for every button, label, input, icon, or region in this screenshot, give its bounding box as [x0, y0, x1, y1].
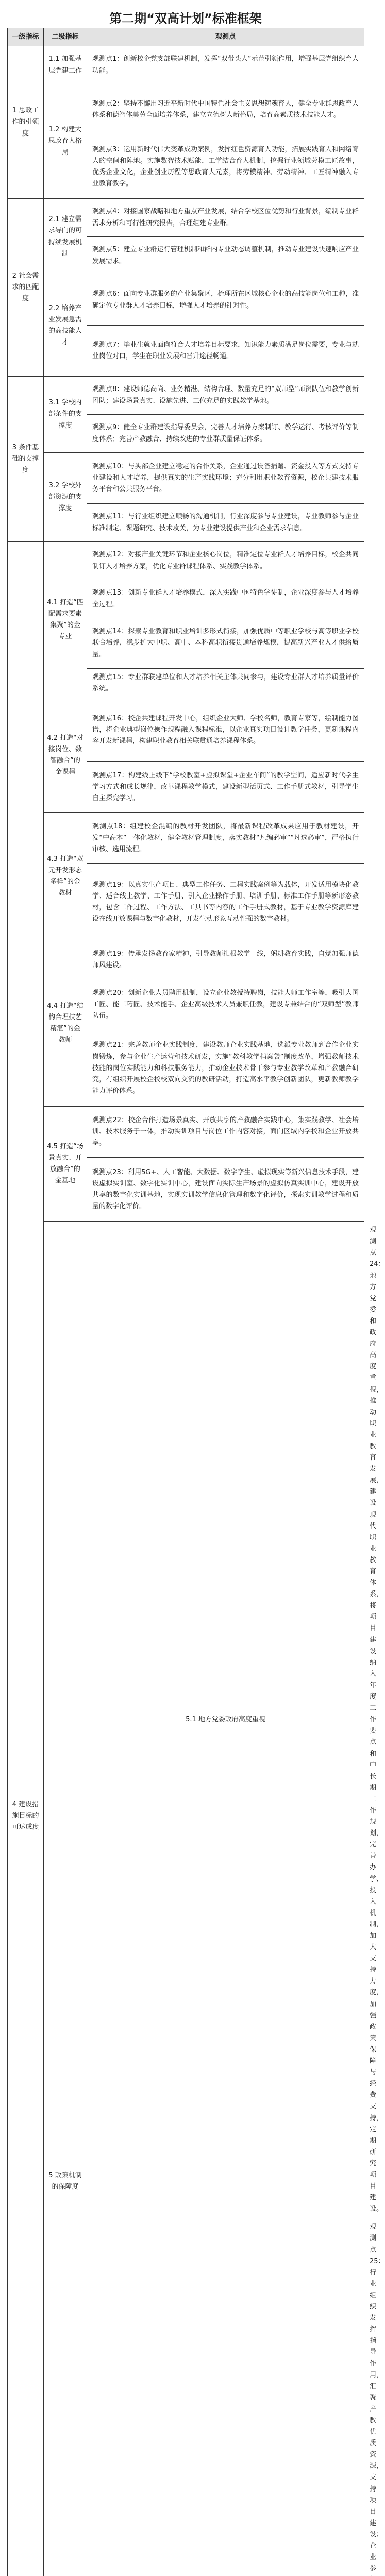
- table-row: [8, 377, 364, 415]
- observation-point: 观测点7：毕业生就业面向符合人才培养目标要求，知识能力素质满足岗位需要，专业与就业岗位对口，学生在职业发展和晋升途径畅通。: [87, 326, 364, 377]
- observation-point: 观测点4：对接国家战略和地方重点产业发展，结合学校区位优势和行业背景，编制专业群需求分析和可行性研究报告，合理组建专业群。: [87, 199, 364, 237]
- observation-point: 观测点19：以真实生产项目、典型工作任务、工程实践案例等为载体，开发适用模块化教学、适合线上教学、工作手册、引入企业操作手册、培训手册、标准工作手册等新形态教材，包含工作过程、工作方法、工具书等内容的工作手册式教材，基于专业教学资源库建设在线开放课程与数字化教材，开发生动形象互动性强的数字教材。: [87, 864, 364, 940]
- observation-point: 观测点16：校企共建课程开发中心，组织企业大师、学校名师，教育专家等，绘制能力图谱，将企业典型岗位操作规程融入课程标准，以企业真实项目设计教学任务，更新课程内容开发新课程，构建职业教育相关联贯通培养课程体系。: [87, 698, 364, 762]
- header-level1: 一级指标: [8, 28, 44, 46]
- table-row: [8, 275, 364, 326]
- table-row: [8, 1107, 364, 1158]
- level1-indicator: 3 条件基础的支撑度: [8, 377, 44, 542]
- header-points: 观测点: [87, 28, 364, 46]
- observation-point: 观测点13：创新专业群人才培养模式，深入实践中国特色学徒制，企业深度参与人才培养全过程。: [87, 580, 364, 618]
- level2-indicator: 3.2 学校外部资源的支撑度: [44, 453, 87, 542]
- observation-point: 观测点20：创新企业人员聘用机制，设立企业教授特聘岗，技能大师工作室等，吸引大国工匠、能工巧匠、技术能手、企业高级技术人员兼职任教，建设专兼结合的“双师型”教师队伍。: [87, 979, 364, 1030]
- level2-indicator: 1.2 构建大思政育人格局: [44, 84, 87, 199]
- level2-indicator: 4.4 打造“结构合理技艺精湛”的金教师: [44, 940, 87, 1107]
- observation-point: 观测点1：创新校企党支部联建机制，发挥“双带头人”示范引领作用，增强基层党组织育人功能。: [87, 46, 364, 84]
- table-row: [8, 84, 364, 135]
- level2-indicator: 1.1 加强基层党建工作: [44, 46, 87, 84]
- observation-point: 观测点15：专业群联建单位和人才培养相关主体共同参与，建设专业群人才培养质量评价系统。: [87, 669, 364, 698]
- level2-indicator: 3.1 学校内部条件的支撑度: [44, 377, 87, 453]
- table-row: [8, 46, 364, 84]
- header-level2: 二级指标: [44, 28, 87, 46]
- level2-indicator: 5.1 地方党委政府高度重视: [87, 1222, 364, 2218]
- level2-indicator: 4.3 打造“双元开发形态多样”的金教材: [44, 813, 87, 940]
- observation-point: 观测点11：与行业组织建立顺畅的沟通机制，行业深度参与专业建设，专业教师参与企业标准制定、课题研究、技术攻关，为专业建设提供产业和企业需求信息。: [87, 504, 364, 542]
- observation-point: 观测点21：完善教师企业实践制度，建设教师企业实践基地，选派专业教师到合作企业实岗锻炼，参与企业生产运营和技术研发，实施“教科教学档案袋”制度改革，增强教师技术技能的岗位实践能力和科技服务能力，推动企业技术骨干参与专业教学改革和产教融合研究，有组织开展校企校校双向交流的教研活动，打造高水平教学创新团队，更新教师教学能力评价体系。: [87, 1030, 364, 1107]
- observation-point: 观测点9：健全专业群建设指导委员会，完善人才培养方案制订、教学运行、考核评价等制度体系；完善产教融合、持续改进的专业群质量保证体系。: [87, 415, 364, 453]
- level2-indicator: [87, 2218, 364, 2576]
- observation-point: 观测点10：与头部企业建立稳定的合作关系，企业通过设备捐赠、资金投入等方式支持专业建设和人才培养，提供真实的生产实践环境；充分利用职业教育资源，校企共建技术服务平台和公共服务平台。: [87, 453, 364, 504]
- level1-indicator: 1 思政工作的引领度: [8, 46, 44, 199]
- level2-indicator: 4.1 打造“匹配需求要素集聚”的金专业: [44, 542, 87, 698]
- observation-point: 观测点14：探索专业教育和职业培训多形式衔接，加强优质中等职业学校与高等职业学校联合培养，稳步扩大中职、高中、本科高职衔接贯通培养规模，提高新兴产业人才供给质量。: [87, 618, 364, 669]
- observation-point: 观测点3：运用新时代伟大变革成功案例，发挥红色资源育人功能，拓展实践育人和网络育人的空间和阵地。实施数智技术赋能，工学结合育人机制，挖掘行业领域劳模工匠故事，优秀企业文化，企业创业历程等思政育人元素，将劳模精神、劳动精神、工匠精神融入专业教育教学。: [87, 135, 364, 199]
- table-row: [8, 940, 364, 979]
- observation-point: 观测点8：建设师德高尚、业务精湛、结构合理、数量充足的“双师型”师资队伍和教学创新团队；建设场景真实、设施先进、工位充足的实践教学基地。: [87, 377, 364, 415]
- observation-point: 观测点23：利用5G+、人工智能、大数据、数字孪生、虚拟现实等新兴信息技术手段，建设虚拟实训室、数字化实训中心，建设面向实际生产场景的虚拟仿真实训中心，建设开放共享的数字化实训基地，实现实训教学信息化管理和数字化评价，探索实训教学过程和质量的数字化评价。: [87, 1158, 364, 1222]
- table-row: [8, 813, 364, 864]
- observation-point: 观测点6：面向专业群服务的产业集聚区，梳理所在区域核心企业的高技能岗位和工种，准确定位专业群人才培养目标，增强人才培养的针对性。: [87, 275, 364, 326]
- level1-indicator: 2 社会需求的匹配度: [8, 199, 44, 377]
- observation-point: 观测点17：构建线上线下“学校教室+虚拟课堂+企业车间”的教学空间，适应新时代学生学习方式和成长规律，改革课程教学模式，建设新型活页式、工作手册式教材，引导学生自主探究学习。: [87, 762, 364, 813]
- table-row: [8, 542, 364, 580]
- observation-point: 观测点12：对接产业关键环节和企业核心岗位，精准定位专业群人才培养目标，校企共同制订人才培养方案，优化专业群课程体系、实践教学体系。: [87, 542, 364, 580]
- observation-point: 观测点5：建立专业群运行管理机制和群内专业动态调整机制，推动专业建设快速响应产业发展需求。: [87, 237, 364, 275]
- table-header-row: [8, 28, 364, 46]
- level2-indicator: 4.2 打造“对接岗位、数智融合”的金课程: [44, 698, 87, 813]
- table-row: [8, 698, 364, 762]
- observation-point: 观测点18：组建校企混编的教材开发团队，将最新课程改革成果应用于教材建设，开发“中高本”一体化教材，健全教材管理制度，落实教材“凡编必审”“凡选必审”，严格执行审核、选用流程。: [87, 813, 364, 864]
- observation-point: 观测点2：坚持不懈用习近平新时代中国特色社会主义思想铸魂育人，健全专业群思政育人体系和德智体美劳全面培养体系，建立立德树人新格局，培育高素质技术技能人才。: [87, 84, 364, 135]
- table-row: 5 政策机制的保障度 5.1 地方党委政府高度重视 观测点24：地方党委和政府高度重视，推动职业教育发展，建设现代职业教育体系，将项目建设纳入年度工作要点和中长期工作规划，完善办学、投入机制，加大支持力度，加强政策保障与经费支持，定期研究项目建设。: [8, 1222, 364, 2218]
- level1-indicator: 4 建设措施目标的可达成度: [8, 542, 44, 2576]
- table-row: [8, 199, 364, 237]
- framework-table: [7, 28, 364, 2576]
- observation-point: 观测点22：校企合作打造场景真实、开放共享的产教融合实践中心，集实践教学、社会培训、技术服务于一体，推动实训项目与岗位工作内容对接，面向区域内学校和企业开放共享。: [87, 1107, 364, 1158]
- level1-indicator: 5 政策机制的保障度: [44, 1222, 87, 2576]
- table-body: [8, 46, 364, 2576]
- level2-indicator: 4.5 打造“场景真实、开放融合”的金基地: [44, 1107, 87, 1222]
- level2-indicator: 2.1 建立需求导向的可持续发展机制: [44, 199, 87, 275]
- observation-point: 观测点19：传承发扬教育家精神，引导教师扎根教学一线，躬耕教育实践，自觉加强师德师风建设。: [87, 940, 364, 979]
- table-row: 观测点25：行业组织发挥指导作用，汇聚产教优质资源，支持项目建设；企业参: [8, 2218, 364, 2576]
- level2-indicator: 2.2 培养产业发展急需的高技能人才: [44, 275, 87, 377]
- table-row: [8, 453, 364, 504]
- document-title: 第二期“双高计划”标准框架: [7, 0, 364, 23]
